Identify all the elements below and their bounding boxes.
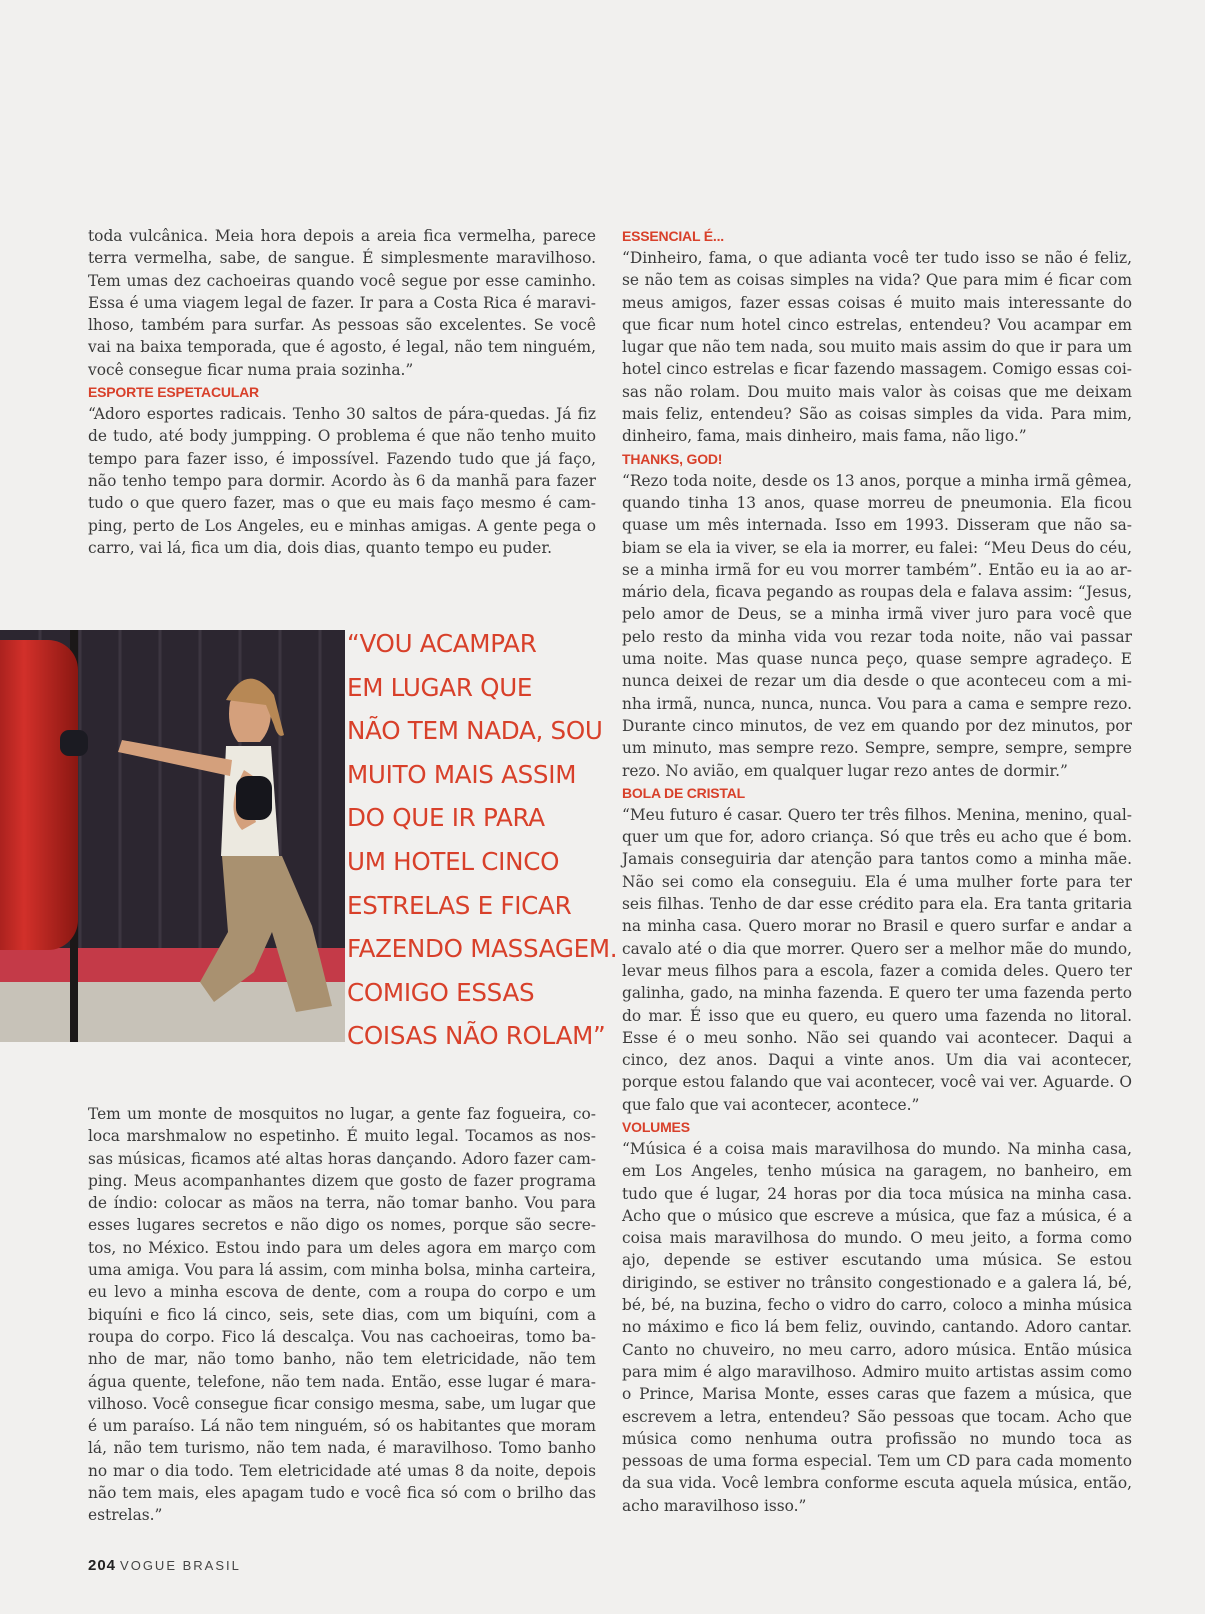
left-column-top bbox=[88, 225, 596, 559]
bola-paragraph: “Meu futuro é casar. Quero ter três filhos. Menina, menino, qualquer um que for, adoro criança. Só que três eu acho que é bom. Jamais conseguiria dar atenção para tantos como a minha mãe. Não sei como ela conseguiu. Ela é uma mulher forte para ter seis filhas. Tenho de dar esse crédito para ela. Era tanta gritaria na minha casa. Quero morar no Brasil e quero surfar e andar a cavalo até o dia que morrer. Quero ser a melhor mãe do mundo, levar meus filhos para a escola, fazer a comida deles. Quero ter galinha, gado, na minha fazenda. E quero ter uma fazenda perto do mar. É isso que eu quero, eu quero uma fazenda no litoral. Esse é o meu sonho. Não sei quando vai acontecer. Daqui a cinco, dez anos. Daqui a vinte anos. Um dia vai acontecer, porque estou falando que vai acontecer, você vai ver. Aguarde. O que falo que vai acontecer, acontece.” bbox=[622, 805, 1132, 1114]
pull-quote-line: COISAS NÃO ROLAM” bbox=[347, 1021, 606, 1051]
magazine-name: VOGUE BRASIL bbox=[120, 1558, 241, 1573]
pull-quote-line: NÃO TEM NADA, SOU bbox=[347, 716, 603, 746]
esporte-paragraph: “Adoro esportes radicais. Tenho 30 saltos de pára-quedas. Já fiz de tudo, até body jumpping. O problema é que não tenho muito tempo para fazer isso, é impossível. Fazendo tudo que já faço, não tenho tempo para dormir. Acordo às 6 da manhã para fazer tudo o que quero fazer, mas o que eu mais faço mesmo é camping, perto de Los Angeles, eu e minhas amigas. A gente pega o carro, vai lá, fica um dia, dois dias, quanto tempo eu puder. bbox=[88, 405, 596, 557]
pull-quote-line: “VOU ACAMPAR bbox=[347, 629, 537, 658]
essencial-paragraph: “Dinheiro, fama, o que adianta você ter tudo isso se não é feliz, se não tem as coisas simples na vida? Que para mim é ficar com meus amigos, fazer essas coisas é muito mais interessante do que ficar num hotel cinco estrelas, entendeu? Vou acampar em lugar que não tem nada, sou muito mais assim do que ir para um hotel cinco estrelas e ficar fazendo massagem. Comigo essas coisas não rolam. Dou muito mais valor às coisas que me deixam mais feliz, entendeu? São as coisas simples da vida. Para mim, dinheiro, fama, mais dinheiro, mais fama, não ligo.” bbox=[622, 249, 1132, 446]
pull-quote-line: COMIGO ESSAS bbox=[347, 977, 535, 1007]
right-column bbox=[622, 225, 1132, 1517]
heading-volumes: VOLUMES bbox=[622, 1118, 690, 1135]
pull-quote-line: EM LUGAR QUE bbox=[347, 672, 533, 702]
heading-bola-de-cristal: BOLA DE CRISTAL bbox=[622, 784, 745, 801]
intro-paragraph: toda vulcânica. Meia hora depois a areia fica vermelha, parece terra vermelha, sabe, de sangue. É simplesmente maravilhoso. Tem umas dez cachoeiras quando você segue por esse caminho. Essa é uma viagem legal de fazer. Ir para a Costa Rica é maravilhoso, também para surfar. As pessoas são excelentes. Se você vai na baixa temporada, que é agosto, é legal, não tem ninguém, você consegue ficar numa praia sozinha.” bbox=[88, 227, 596, 379]
pull-quote-line: FAZENDO MASSAGEM. bbox=[347, 934, 618, 964]
page-number: 204 bbox=[88, 1557, 117, 1574]
heading-essencial: ESSENCIAL É... bbox=[622, 228, 724, 244]
pull-quote-line: UM HOTEL CINCO bbox=[347, 846, 560, 876]
pull-quote-line: DO QUE IR PARA bbox=[347, 803, 545, 833]
pull-quote bbox=[347, 622, 618, 1058]
left-column-bottom bbox=[88, 1103, 596, 1527]
heading-esporte-espetacular: ESPORTE ESPETACULAR bbox=[88, 384, 259, 401]
boxing-photo bbox=[0, 630, 345, 1042]
page-footer bbox=[88, 1557, 241, 1574]
heading-thanks-god: THANKS, GOD! bbox=[622, 450, 723, 467]
boxing-photo-illustration bbox=[0, 630, 345, 1042]
volumes-paragraph: “Música é a coisa mais maravilhosa do mundo. Na minha casa, em Los Angeles, tenho música na garagem, no banheiro, em tudo que é lugar, 24 horas por dia toca música na minha casa. Acho que o músico que escreve a música, que faz a música, é a coisa mais maravilhosa do mundo. O meu jeito, a forma como ajo, depende se estiver escutando uma música. Se estou dirigindo, se estiver no trânsito congestionado e a galera lá, bé, bé, bé, na buzina, fecho o vidro do carro, coloco a minha música no máximo e fico lá bem feliz, ouvindo, cantando. Adoro cantar. Canto no chuveiro, no meu carro, adoro música. Então música para mim é algo maravilhoso. Admiro muito artistas assim como o Prince, Marisa Monte, esses caras que fazem a música, que escrevem a letra, entendeu? São pessoas que tocam. Acho que música como nenhuma outra profissão no mundo toca as pessoas de uma forma especial. Tem um CD para cada momento da sua vida. Você lembra conforme escuta aquela música, então, acho maravilhoso isso.” bbox=[622, 1139, 1132, 1515]
camping-paragraph: Tem um monte de mosquitos no lugar, a gente faz fogueira, coloca marshmalow no espetinho. É muito legal. Tocamos as nossas músicas, ficamos até altas horas dançando. Adoro fazer camping. Meus acompanhantes dizem que gosto de fazer programa de índio: colocar as mãos na terra, não tomar banho. Vou para esses lugares secretos e não digo os nomes, porque são secretos, no México. Estou indo para um deles agora em março com uma amiga. Vou para lá assim, com minha bolsa, minha carteira, eu levo a minha escova de dente, com a roupa do corpo e um biquíni e fico lá cinco, seis, sete dias, com um biquíni, com a roupa do corpo. Fico lá descalça. Vou nas cachoeiras, tomo banho de mar, não tomo banho, não tem eletricidade, não tem água quente, telefone, não tem nada. Então, esse lugar é maravilhoso. Você consegue ficar consigo mesma, sabe, um lugar que é um paraíso. Lá não tem ninguém, só os habitantes que moram lá, não tem turismo, não tem nada, é maravilhoso. Tomo banho no mar o dia todo. Tem eletricidade até umas 8 da noite, depois não tem mais, eles apagam tudo e você fica só com o brilho das estrelas.” bbox=[88, 1105, 596, 1525]
pull-quote-line: MUITO MAIS ASSIM bbox=[347, 759, 577, 789]
thanks-paragraph: “Rezo toda noite, desde os 13 anos, porque a minha irmã gêmea, quando tinha 13 anos, quase morreu de pneumonia. Ela ficou quase um mês internada. Isso em 1993. Disseram que não sabiam se ela ia viver, se ela ia morrer, eu falei: “Meu Deus do céu, se a minha irmã for eu vou morrer também”. Então eu ia ao armário dela, ficava pegando as roupas dela e falava assim: “Jesus, pelo amor de Deus, se a minha irmã viver juro para você que pelo resto da minha vida vou rezar toda noite, não vai passar uma noite. Mas quase nunca peço, quase sempre agradeço. E nunca deixei de rezar um dia desde o que aconteceu com a minha irmã, nunca, nunca, nunca. Vou para a cama e sempre rezo. Durante cinco minutos, de vez em quando por dez minutos, por um minuto, mas sempre rezo. Sempre, sempre, sempre, sempre rezo. No avião, em qualquer lugar rezo antes de dormir.” bbox=[622, 471, 1132, 780]
pull-quote-line: ESTRELAS E FICAR bbox=[347, 890, 572, 920]
